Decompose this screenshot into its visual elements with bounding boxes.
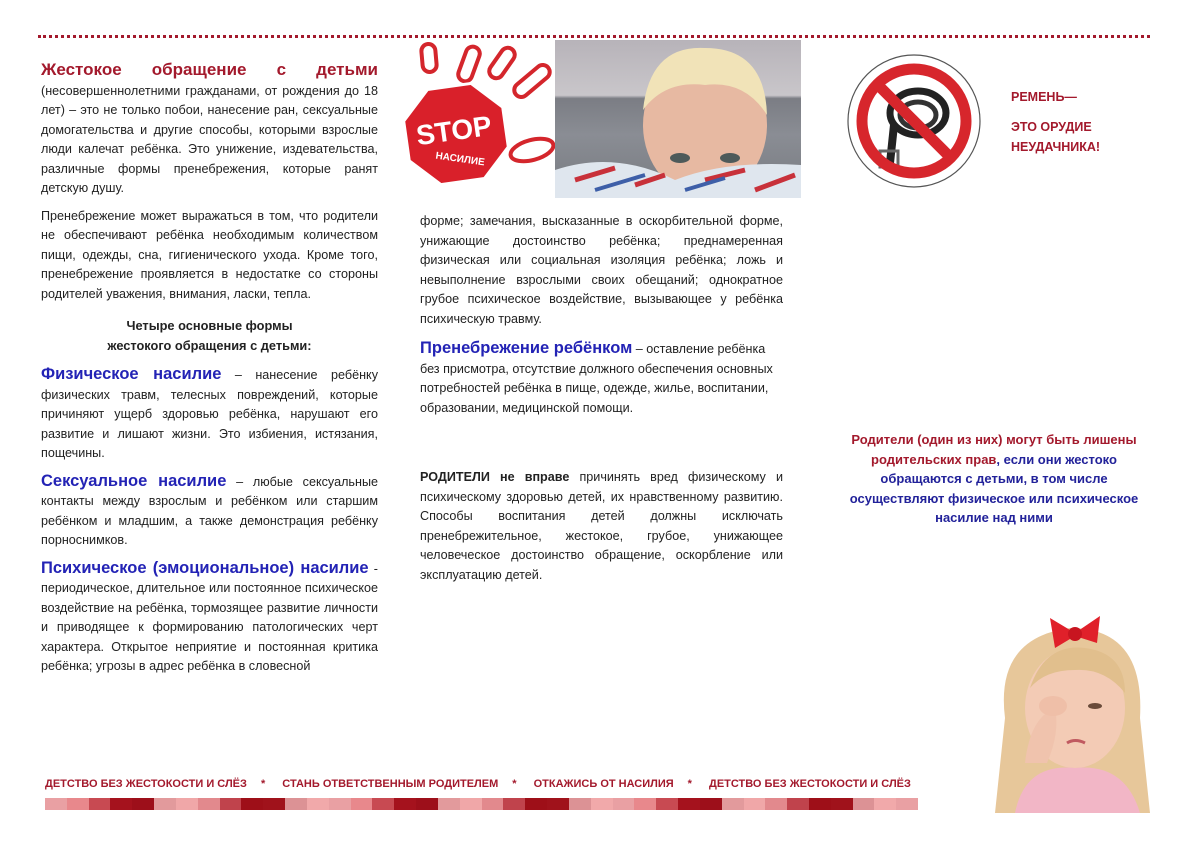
bar-segment bbox=[525, 798, 547, 810]
forms-heading bbox=[41, 316, 378, 355]
bar-segment bbox=[787, 798, 809, 810]
bar-segment bbox=[656, 798, 678, 810]
bar-segment bbox=[307, 798, 329, 810]
form-text: - периодическое, длительное или постоянное психическое воздействие на ребёнка, тормозящее развитие личности и приводящее к формированию патологических черт характера. Открытое неприятие и постоянная критика ребёнка; угрозы в адрес ребёнка в словесной bbox=[41, 561, 379, 673]
bar-segment bbox=[154, 798, 176, 810]
form-neglect bbox=[420, 339, 783, 418]
form-title: Физическое насилие bbox=[41, 365, 222, 383]
form-title: Пренебрежение ребёнком bbox=[420, 339, 633, 357]
bar-segment bbox=[809, 798, 831, 810]
parents-rule-text: причинять вред физическому и психическому здоровью детей, их нравственному развитию. Способы воспитания детей должны исключать пренебрежительное, жестокое, грубое, унижающее человеческое достоинство обращение, оскорбление или эксплуатацию детей. bbox=[420, 470, 783, 582]
belt-slogan bbox=[1011, 87, 1100, 167]
bar-segment bbox=[591, 798, 613, 810]
bar-segment bbox=[176, 798, 198, 810]
slogan-separator: * bbox=[687, 778, 692, 790]
bar-segment bbox=[482, 798, 504, 810]
bar-segment bbox=[896, 798, 918, 810]
bar-segment bbox=[765, 798, 787, 810]
parents-rule-bold: РОДИТЕЛИ не вправе bbox=[420, 470, 570, 484]
slogan-2: СТАНЬ ОТВЕТСТВЕННЫМ РОДИТЕЛЕМ bbox=[282, 778, 499, 790]
bar-segment bbox=[220, 798, 242, 810]
bottom-slogan-banner bbox=[45, 778, 925, 790]
bar-segment bbox=[132, 798, 154, 810]
forms-heading-line2: жестокого обращения с детьми: bbox=[107, 337, 312, 353]
psych-continuation: форме; замечания, высказанные в оскорбительной форме, унижающие достоинство ребёнка; преднамеренная физическая или социальная изоляция ребёнка; ложь и невыполнение взрослыми своих обещаний; однократное грубое психическое воздействие, вызывающее у ребёнка психическую травму. bbox=[420, 214, 783, 326]
bar-segment bbox=[634, 798, 656, 810]
bar-segment bbox=[874, 798, 896, 810]
belt-line3: НЕУДАЧНИКА! bbox=[1011, 140, 1101, 154]
parental-rights-notice bbox=[835, 430, 1153, 528]
middle-column bbox=[420, 212, 783, 593]
form-text: – нанесение ребёнку физических травм, телесных повреждений, которые причиняют ущерб здоровью ребёнка, нарушают его развитие и лишают жизни. Это избиения, истязания, пощечины. bbox=[41, 368, 379, 460]
intro-paragraph bbox=[41, 60, 378, 199]
bar-segment bbox=[678, 798, 700, 810]
stop-subtitle: НАСИЛИЕ bbox=[434, 150, 486, 169]
crying-girl-photo bbox=[975, 598, 1175, 813]
intro-text: (несовершеннолетними гражданами, от рождения до 18 лет) – это не только побои, нанесение ран, сексуальные домогательства и другие способы, которыми взрослые люди калечат ребёнка. Это унижение, издевательства, различные формы пренебрежения, которые ранят детскую душу. bbox=[41, 83, 378, 195]
left-column bbox=[41, 60, 378, 685]
bar-segment bbox=[416, 798, 438, 810]
bar-segment bbox=[700, 798, 722, 810]
bar-segment bbox=[460, 798, 482, 810]
no-belt-sign-icon bbox=[846, 53, 982, 189]
bar-segment bbox=[110, 798, 132, 810]
bar-segment bbox=[263, 798, 285, 810]
bar-segment bbox=[831, 798, 853, 810]
bar-segment bbox=[547, 798, 569, 810]
bar-segment bbox=[241, 798, 263, 810]
bar-segment bbox=[503, 798, 525, 810]
belt-line1: РЕМЕНЬ— bbox=[1011, 90, 1077, 104]
slogan-separator: * bbox=[512, 778, 517, 790]
bar-segment bbox=[569, 798, 591, 810]
forms-heading-line1: Четыре основные формы bbox=[126, 318, 293, 333]
form-title: Сексуальное насилие bbox=[41, 471, 227, 490]
form-text: – любые сексуальные контакты между взрослым и ребёнком или старшим ребёнком и младшим, а также демонстрация ребёнку порноснимков. bbox=[41, 474, 378, 547]
form-text: – оставление ребёнка без присмотра, отсутствие должного обеспечения основных потребностей ребёнка в пище, одежде, жилье, воспитании, образовании, медицинской помощи. bbox=[420, 342, 773, 415]
bar-segment bbox=[351, 798, 373, 810]
decorative-gradient-bar bbox=[45, 798, 918, 810]
bar-segment bbox=[394, 798, 416, 810]
rights-blue-text: , если они жестоко обращаются с детьми, в том числе осуществляют физическое или психическое насилие над ними bbox=[849, 451, 1139, 525]
intro-title: Жестокое обращение с детьми bbox=[41, 60, 378, 79]
bar-segment bbox=[372, 798, 394, 810]
stop-word: STOP bbox=[414, 109, 494, 152]
bar-segment bbox=[45, 798, 67, 810]
bar-segment bbox=[744, 798, 766, 810]
parents-rule bbox=[420, 468, 783, 585]
slogan-separator: * bbox=[260, 778, 266, 790]
neglect-paragraph: Пренебрежение может выражаться в том, что родители не обеспечивают ребёнка необходимым количеством пищи, одежды, сна, гигиенического ухода. Кроме того, пренебрежение проявляется в недостатке со стороны родителей уважения, внимания, ласки, тепла. bbox=[41, 208, 378, 301]
bar-segment bbox=[438, 798, 460, 810]
rights-red-text: Родители (один из них) могут быть лишены родительских прав bbox=[851, 432, 1137, 467]
slogan-3: ОТКАЖИСЬ ОТ НАСИЛИЯ bbox=[533, 778, 674, 790]
slogan-4: ДЕТСТВО БЕЗ ЖЕСТОКОСТИ И СЛЁЗ bbox=[708, 778, 911, 790]
bar-segment bbox=[89, 798, 111, 810]
form-title: Психическое (эмоциональное) насилие bbox=[41, 558, 369, 577]
bar-segment bbox=[722, 798, 744, 810]
form-physical bbox=[41, 365, 378, 464]
bar-segment bbox=[198, 798, 220, 810]
bar-segment bbox=[853, 798, 875, 810]
form-sexual bbox=[41, 472, 378, 551]
bar-segment bbox=[67, 798, 89, 810]
belt-line2: ЭТО ОРУДИЕ bbox=[1011, 120, 1092, 134]
child-photo bbox=[555, 40, 801, 198]
top-dotted-divider bbox=[38, 35, 1150, 38]
bar-segment bbox=[329, 798, 351, 810]
bar-segment bbox=[613, 798, 635, 810]
stop-violence-image bbox=[400, 40, 580, 200]
slogan-1: ДЕТСТВО БЕЗ ЖЕСТОКОСТИ И СЛЁЗ bbox=[45, 778, 247, 790]
bar-segment bbox=[285, 798, 307, 810]
form-psychological bbox=[41, 559, 378, 677]
